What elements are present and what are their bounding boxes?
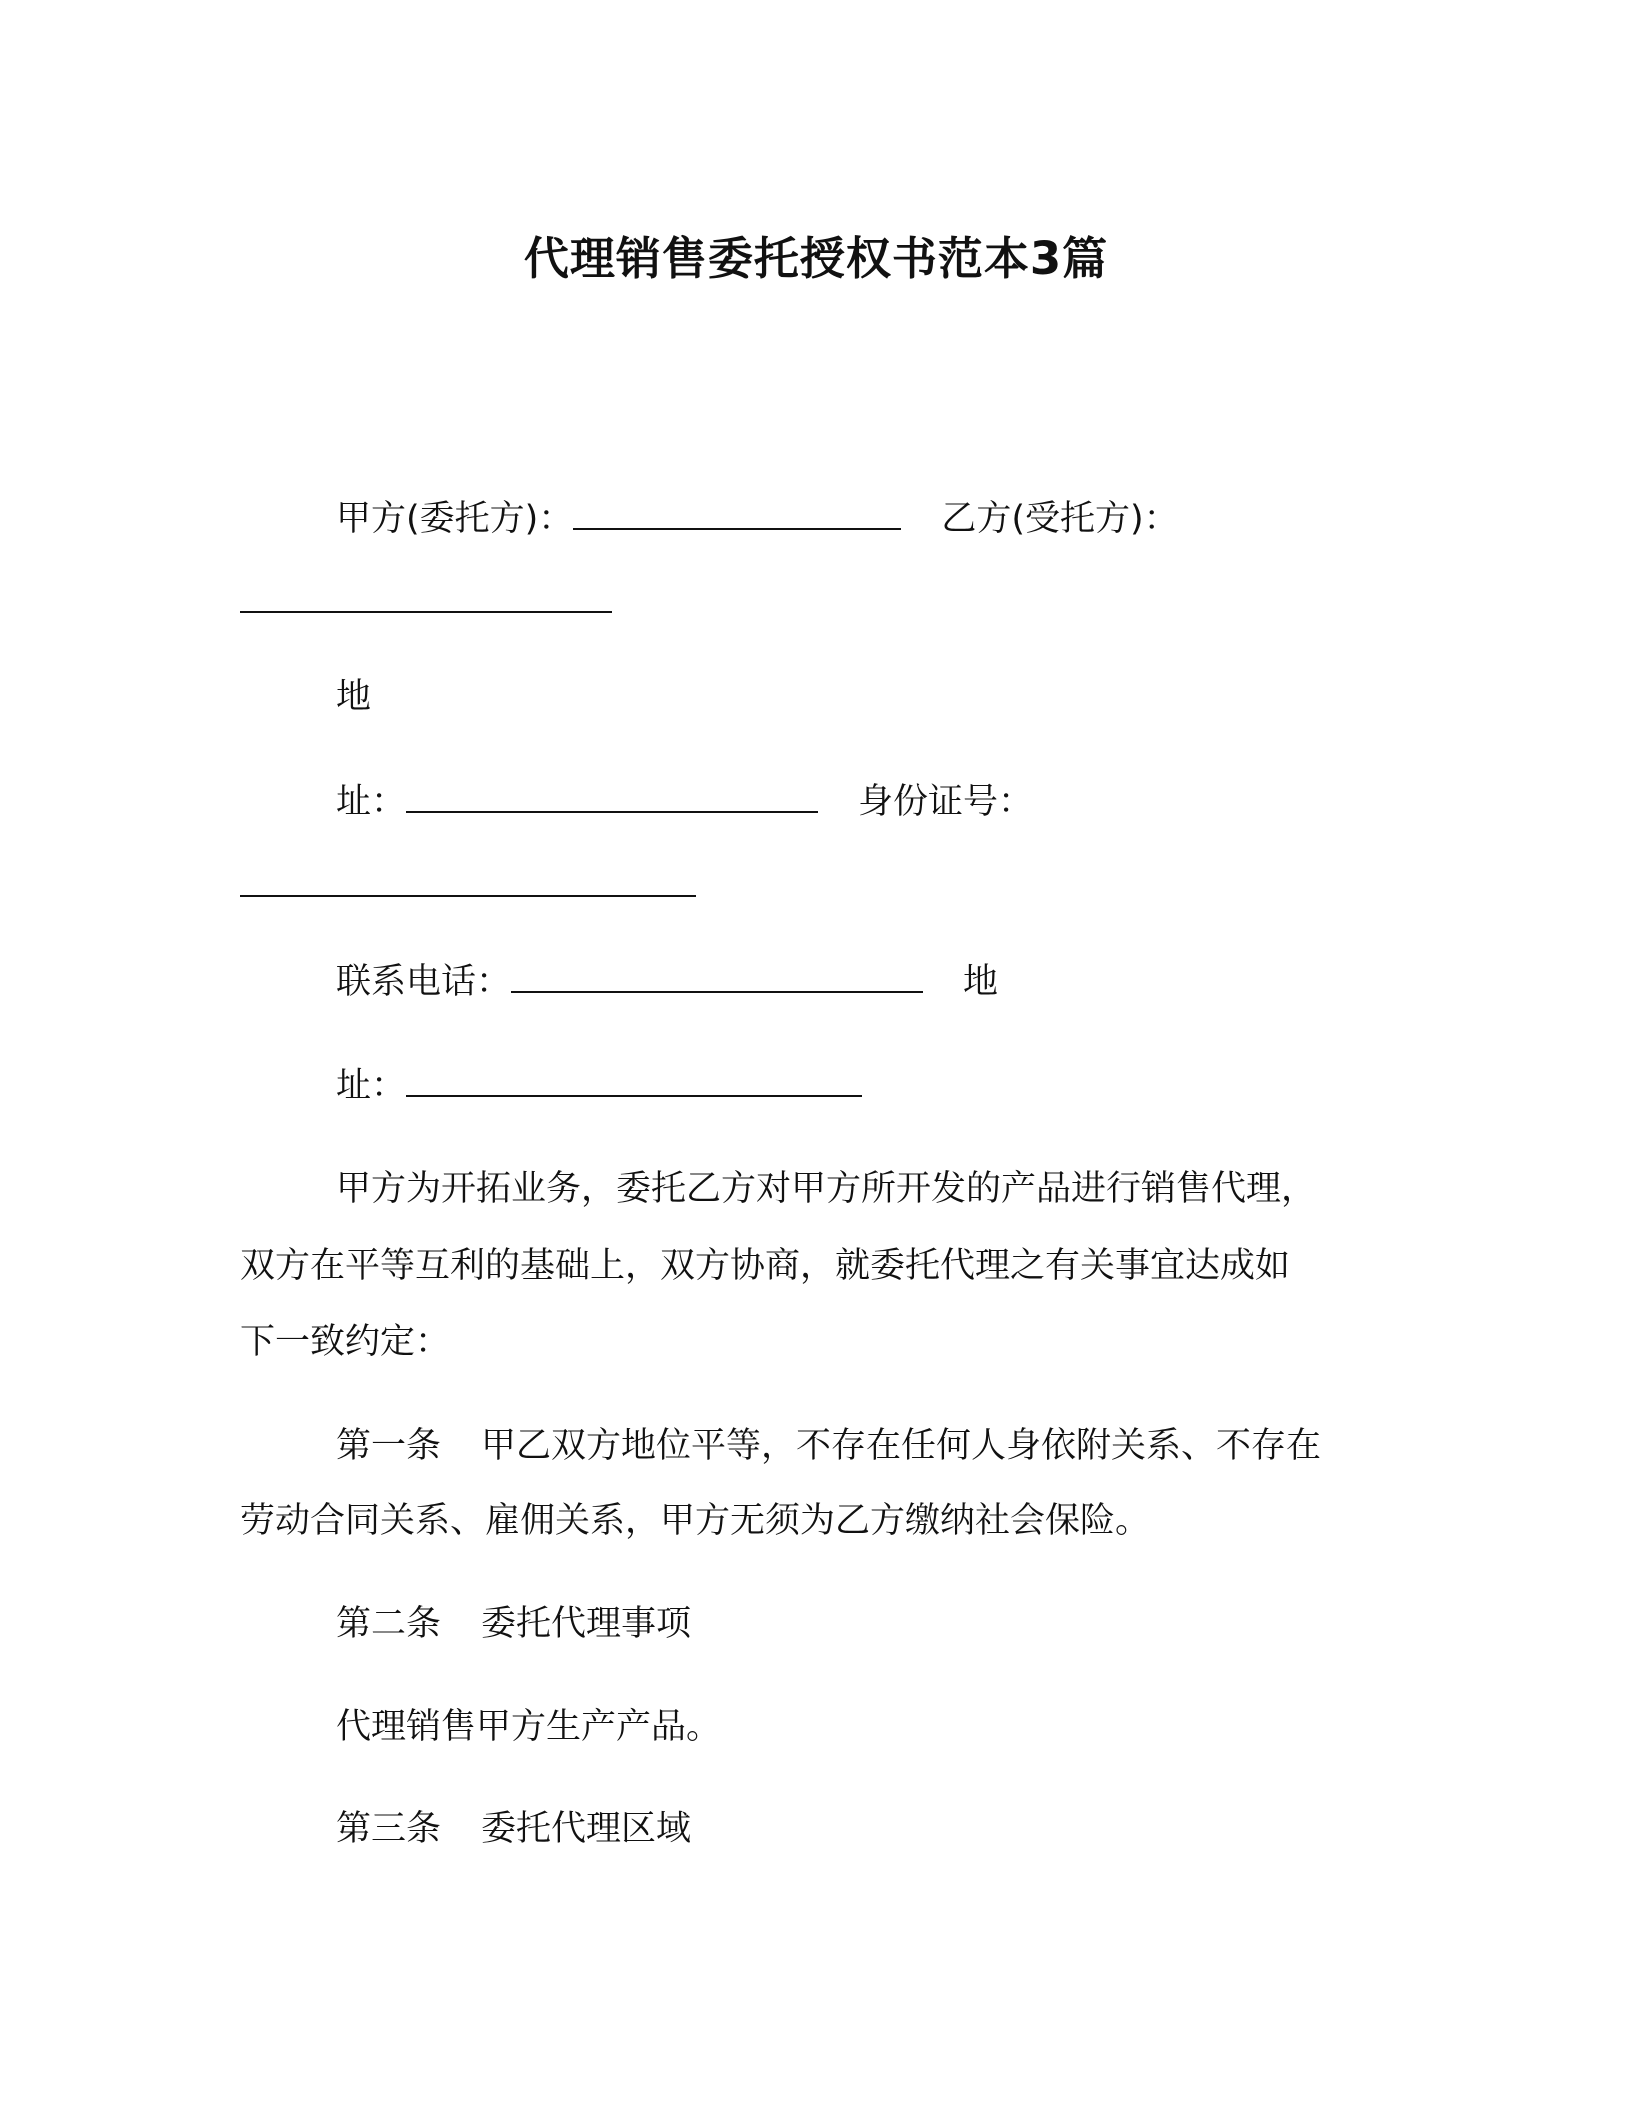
address-id-line [336,780,1033,824]
address-label-line [336,675,371,719]
phone-line [336,960,998,1004]
party-a-label: 甲方(委托方)： [336,499,574,539]
phone-blank [511,961,923,993]
article-1-text: 甲乙双方地位平等，不存在任何人身依附关系、不存在 [481,1426,1322,1466]
article-2-head: 第二条 [336,1604,442,1644]
party-a-blank [573,498,901,530]
document-title: 代理销售委托授权书范本3篇 [523,232,1109,285]
id-label: 身份证号： [858,782,1034,822]
article-3-heading [336,1807,691,1851]
phone-label: 联系电话： [336,962,512,1002]
article-3-title: 委托代理区域 [481,1809,692,1849]
intro-line-2: 双方在平等互利的基础上，双方协商，就委托代理之有关事宜达成如 [240,1246,1291,1286]
article-2-heading [336,1602,691,1646]
party-b-line-continuation [240,580,612,624]
address2-blank [406,1065,862,1097]
address2-label-part1: 地 [963,962,999,1002]
id-line-continuation [240,864,696,908]
address2-line [336,1064,862,1108]
party-line [336,497,1179,541]
article-1-head: 第一条 [336,1426,442,1466]
party-b-label: 乙方(受托方)： [941,499,1179,539]
address-blank [406,781,818,813]
article-2-title: 委托代理事项 [481,1604,692,1644]
intro-line-1: 甲方为开拓业务，委托乙方对甲方所开发的产品进行销售代理， [336,1169,1317,1209]
address2-label-part2: 址： [336,1066,407,1106]
intro-line-3: 下一致约定： [240,1322,451,1362]
article-2-body: 代理销售甲方生产产品。 [336,1707,722,1747]
article-1-line-1 [336,1424,1321,1468]
id-blank [240,865,696,897]
address-label-part2: 址： [336,782,407,822]
party-b-blank [240,581,612,613]
article-1-line-2: 劳动合同关系、雇佣关系，甲方无须为乙方缴纳社会保险。 [240,1501,1151,1541]
address-label-part1: 地 [336,677,372,717]
article-3-head: 第三条 [336,1809,442,1849]
